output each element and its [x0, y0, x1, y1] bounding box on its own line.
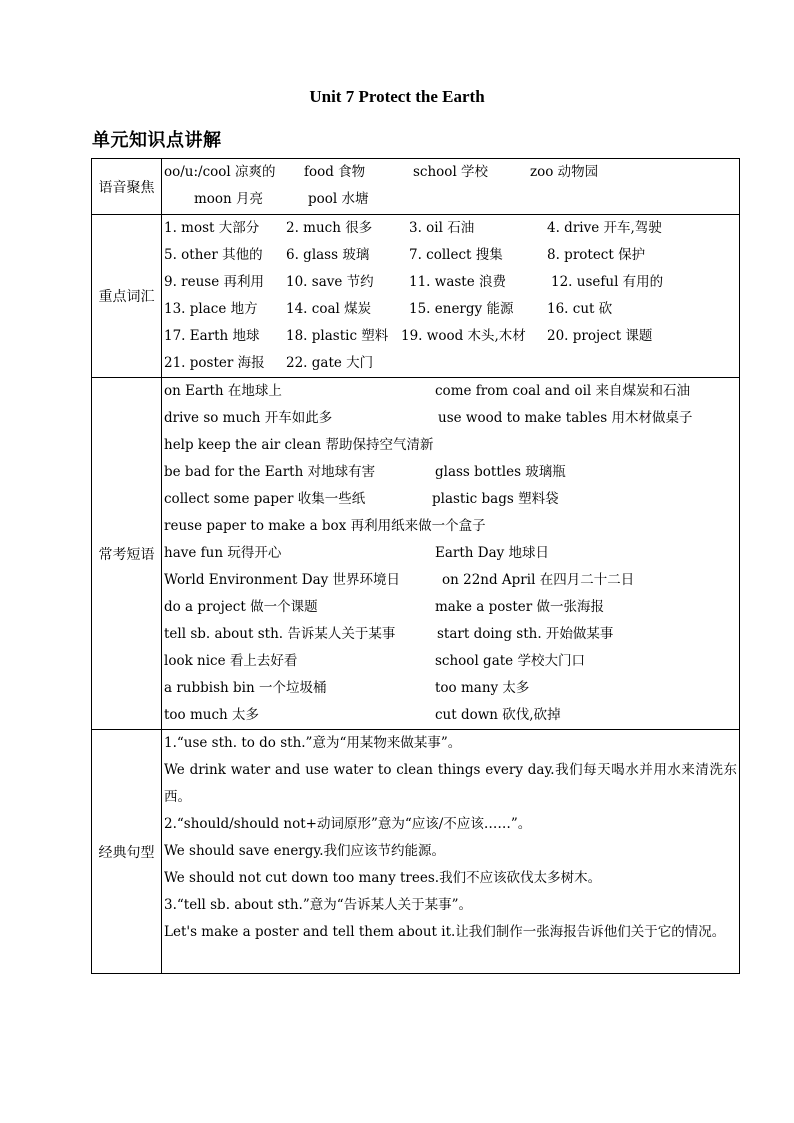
- vocab-word: 17. Earth 地球: [164, 328, 260, 344]
- phrase: be bad for the Earth 对地球有害: [164, 464, 376, 480]
- list-item: [164, 702, 737, 729]
- phrase: glass bottles 玻璃瓶: [435, 464, 566, 480]
- phrase: do a project 做一个课题: [164, 599, 318, 615]
- section-heading: 单元知识点讲解: [92, 130, 222, 151]
- phrase: cut down 砍伐,砍掉: [435, 707, 561, 723]
- table-row-phrases: [92, 378, 740, 730]
- example-sentence: We should not cut down too many trees.我们不应该砍伐太多树木。: [164, 870, 602, 886]
- list-item: [164, 242, 737, 269]
- phrase: use wood to make tables 用木材做桌子: [438, 410, 693, 426]
- vocab-word: 7. collect 搜集: [409, 247, 503, 263]
- table-row-sentences: [92, 730, 740, 974]
- phonetic-word: zoo 动物园: [530, 164, 599, 180]
- phrase: help keep the air clean 帮助保持空气清新: [164, 437, 434, 453]
- example-sentence: We drink water and use water to clean things every day.我们每天喝水并用水来清洗东西。: [164, 762, 737, 805]
- row-label: 重点词汇: [92, 215, 162, 378]
- list-item: [164, 675, 737, 702]
- phrase: a rubbish bin 一个垃圾桶: [164, 680, 327, 696]
- list-item: [164, 621, 737, 648]
- phrase: on 22nd April 在四月二十二日: [442, 572, 635, 588]
- list-item: [164, 296, 737, 323]
- sentence-pattern: 2.“should/should not+动词原形”意为“应该/不应该……”。: [164, 816, 532, 832]
- vocab-word: 13. place 地方: [164, 301, 258, 317]
- page-title: Unit 7 Protect the Earth: [309, 87, 485, 106]
- vocab-word: 16. cut 砍: [547, 301, 613, 317]
- list-item: [164, 432, 737, 459]
- phonetic-word: oo/u:/cool 凉爽的: [164, 164, 276, 180]
- vocab-content: [162, 215, 740, 378]
- vocab-word: 9. reuse 再利用: [164, 274, 265, 290]
- vocab-word: 11. waste 浪费: [409, 274, 506, 290]
- vocab-word: 5. other 其他的: [164, 247, 263, 263]
- phrase: look nice 看上去好看: [164, 653, 298, 669]
- phrase: start doing sth. 开始做某事: [437, 626, 614, 642]
- sentences-content: [162, 730, 740, 974]
- vocab-word: 2. much 很多: [286, 220, 373, 236]
- phrases-content: [162, 378, 740, 730]
- phrase: have fun 玩得开心: [164, 545, 282, 561]
- list-item: [164, 459, 737, 486]
- phonetic-word: school 学校: [413, 164, 489, 180]
- vocab-word: 19. wood 木头,木材: [401, 328, 526, 344]
- vocab-word: 21. poster 海报: [164, 355, 265, 371]
- list-item: [164, 350, 737, 377]
- row-label: 常考短语: [92, 378, 162, 730]
- list-item: [164, 215, 737, 242]
- vocab-word: 12. useful 有用的: [551, 274, 664, 290]
- phrase: come from coal and oil 来自煤炭和石油: [435, 383, 691, 399]
- list-item: [164, 159, 737, 186]
- list-item: [164, 594, 737, 621]
- vocab-word: 20. project 课题: [547, 328, 653, 344]
- phonetics-content: [162, 159, 740, 215]
- vocab-word: 14. coal 煤炭: [286, 301, 372, 317]
- list-item: [164, 186, 737, 213]
- list-item: [164, 513, 737, 540]
- example-sentence: We should save energy.我们应该节约能源。: [164, 843, 446, 859]
- table-row-vocab: [92, 215, 740, 378]
- vocab-word: 10. save 节约: [286, 274, 374, 290]
- list-item: [164, 378, 737, 405]
- sentence-pattern: 1.“use sth. to do sth.”意为“用某物来做某事”。: [164, 735, 462, 751]
- phrase: too many 太多: [435, 680, 530, 696]
- example-sentence: Let's make a poster and tell them about it.让我们制作一张海报告诉他们关于它的情况。: [164, 924, 726, 940]
- phrase: World Environment Day 世界环境日: [164, 572, 401, 588]
- phrase: tell sb. about sth. 告诉某人关于某事: [164, 626, 396, 642]
- vocab-word: 15. energy 能源: [409, 301, 514, 317]
- list-item: [164, 269, 737, 296]
- vocab-word: 3. oil 石油: [409, 220, 475, 236]
- list-item: [164, 486, 737, 513]
- phrase: reuse paper to make a box 再利用纸来做一个盒子: [164, 518, 486, 534]
- phrase: school gate 学校大门口: [435, 653, 585, 669]
- table-row-phonetics: [92, 159, 740, 215]
- phrase: plastic bags 塑料袋: [432, 491, 559, 507]
- phrase: drive so much 开车如此多: [164, 410, 333, 426]
- vocab-word: 22. gate 大门: [286, 355, 374, 371]
- row-label: 经典句型: [92, 730, 162, 974]
- list-item: [164, 323, 737, 350]
- knowledge-table: [91, 158, 740, 974]
- vocab-word: 6. glass 玻璃: [286, 247, 370, 263]
- phonetic-word: moon 月亮: [194, 191, 264, 207]
- vocab-word: 18. plastic 塑料: [286, 328, 389, 344]
- vocab-word: 1. most 大部分: [164, 220, 260, 236]
- list-item: [164, 567, 737, 594]
- vocab-word: 8. protect 保护: [547, 247, 646, 263]
- phonetic-word: pool 水塘: [308, 191, 369, 207]
- phrase: Earth Day 地球日: [435, 545, 550, 561]
- sentence-pattern: 3.“tell sb. about sth.”意为“告诉某人关于某事”。: [164, 897, 473, 913]
- row-label: 语音聚焦: [92, 159, 162, 215]
- phrase: on Earth 在地球上: [164, 383, 282, 399]
- phrase: collect some paper 收集一些纸: [164, 491, 366, 507]
- phonetic-word: food 食物: [304, 164, 366, 180]
- phrase: too much 太多: [164, 707, 260, 723]
- phrase: make a poster 做一张海报: [435, 599, 605, 615]
- vocab-word: 4. drive 开车,驾驶: [547, 220, 662, 236]
- list-item: [164, 405, 737, 432]
- list-item: [164, 648, 737, 675]
- list-item: [164, 540, 737, 567]
